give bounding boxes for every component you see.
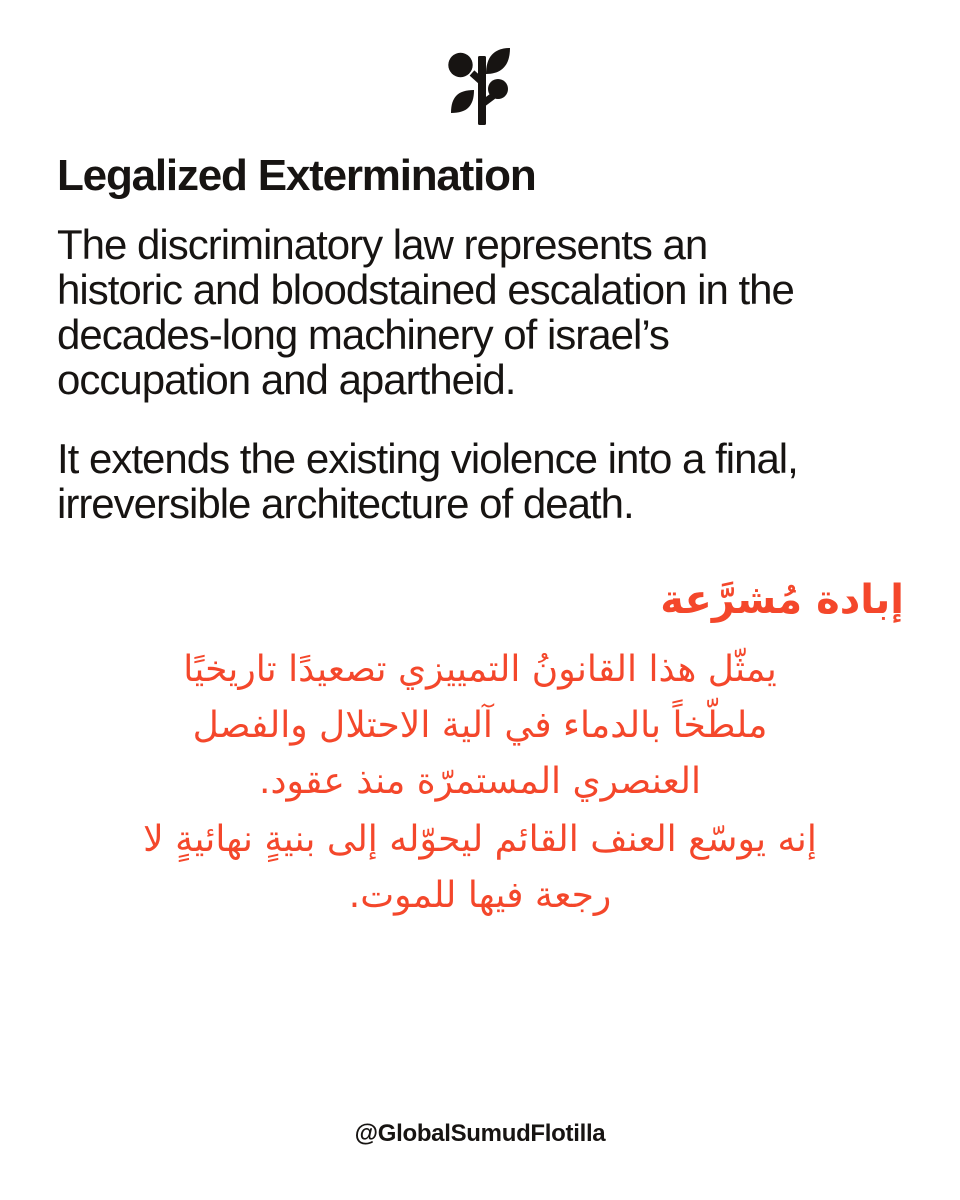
arabic-heading: إبادة مُشرَّعة: [660, 577, 904, 623]
arabic-paragraph-1-line-2: ملطّخاً بالدماء في آلية الاحتلال والفصل: [192, 705, 768, 746]
english-heading: Legalized Extermination: [57, 151, 536, 200]
olive-branch-logo: [448, 46, 512, 128]
english-paragraph-1: [57, 222, 920, 402]
english-paragraph-2-line-2: irreversible architecture of death.: [57, 480, 634, 527]
arabic-paragraph-1-line-1: يمثّل هذا القانونُ التمييزي تصعيدًا تاريخيًا: [183, 649, 777, 690]
english-paragraph-2: [57, 436, 920, 526]
arabic-paragraph-1-line-3: العنصري المستمرّة منذ عقود.: [259, 761, 701, 802]
english-paragraph-1-line-1: The discriminatory law represents an: [57, 221, 708, 268]
english-paragraph-2-line-1: It extends the existing violence into a final,: [57, 435, 798, 482]
arabic-paragraph-1: [0, 642, 960, 810]
arabic-paragraph-2: [0, 812, 960, 924]
english-paragraph-1-line-2: historic and bloodstained escalation in the: [57, 266, 794, 313]
english-paragraph-1-line-3: decades-long machinery of israel’s: [57, 311, 669, 358]
arabic-paragraph-2-line-2: رجعة فيها للموت.: [348, 875, 612, 916]
footer-handle: @GlobalSumudFlotilla: [354, 1120, 606, 1147]
arabic-paragraph-2-line-1: إنه يوسّع العنف القائم ليحوّله إلى بنيةٍ نهائيةٍ لا: [143, 819, 817, 860]
english-paragraph-1-line-4: occupation and apartheid.: [57, 356, 516, 403]
